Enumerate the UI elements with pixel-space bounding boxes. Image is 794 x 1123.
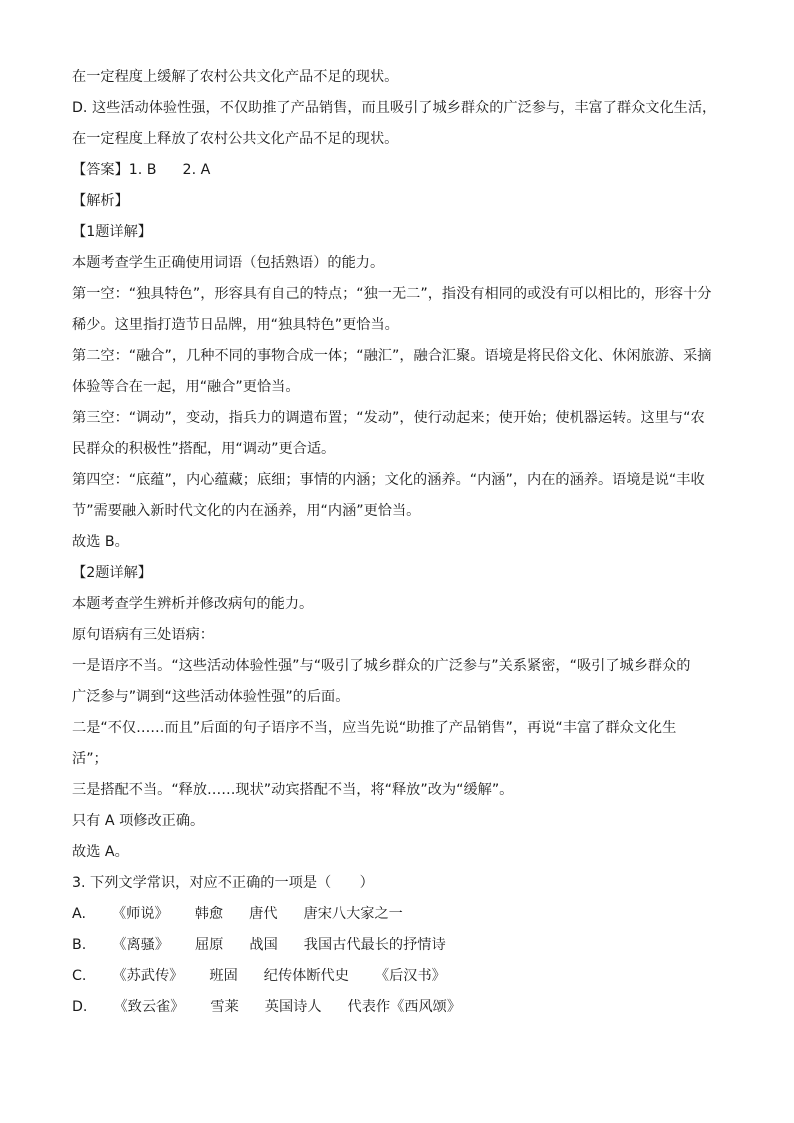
question-3-option-d	[72, 992, 732, 1023]
q1-detail-line: 第三空：“调动”，变动，指兵力的调遣布置；“发动”，使行动起来；使开始；使机器运转。这里与“农	[72, 410, 705, 426]
q2-detail-line: 本题考查学生辨析并修改病句的能力。	[72, 596, 314, 612]
option-d-line: D. 这些活动体验性强，不仅助推了产品销售，而且吸引了城乡群众的广泛参与，丰富了群众文化生活，	[72, 100, 717, 116]
q1-detail-line: 第一空：“独具特色”，形容具有自己的特点；“独一无二”，指没有相同的或没有可以相比的，形容十分	[72, 286, 712, 302]
answer-line	[72, 155, 732, 186]
option-author: 班固	[209, 968, 238, 984]
q1-detail-line: 第四空：“底蕴”，内心蕴藏；底细；事情的内涵；文化的涵养。“内涵”，内在的涵养。语境是说“丰收	[72, 472, 705, 488]
question-3-option-b	[72, 930, 732, 961]
q1-detail-line: 节”需要融入新时代文化的内在涵养，用“内涵”更恰当。	[72, 503, 421, 519]
q2-detail-heading: 【2题详解】	[72, 565, 152, 581]
answer-q1: 1. B	[128, 162, 157, 178]
q2-detail-line: 三是搭配不当。“释放……现状”动宾搭配不当，将“释放”改为“缓解”。	[72, 782, 514, 798]
q2-detail-line: 二是“不仅……而且”后面的句子语序不当，应当先说“助推了产品销售”，再说“丰富了群众文化生	[72, 720, 677, 736]
q1-detail-line: 民群众的积极性”搭配，用“调动”更合适。	[72, 441, 336, 457]
q1-detail-heading: 【1题详解】	[72, 224, 152, 240]
option-note: 我国古代最长的抒情诗	[303, 937, 446, 953]
text-line: 在一定程度上缓解了农村公共文化产品不足的现状。	[72, 69, 399, 85]
option-letter: B.	[72, 937, 87, 953]
option-letter: C.	[72, 968, 87, 984]
option-era: 英国诗人	[264, 999, 322, 1015]
option-author: 屈原	[195, 937, 224, 953]
q2-detail-line: 只有 A 项修改正确。	[72, 813, 205, 829]
answer-q2: 2. A	[182, 162, 211, 178]
option-note: 《后汉书》	[374, 968, 446, 984]
analysis-label: 【解析】	[72, 193, 129, 209]
q2-detail-line: 活”；	[72, 751, 108, 767]
text-line: 在一定程度上释放了农村公共文化产品不足的现状。	[72, 131, 399, 147]
option-letter: D.	[72, 999, 88, 1015]
option-era: 战国	[249, 937, 278, 953]
question-3-option-a	[72, 899, 732, 930]
q1-detail-line: 本题考查学生正确使用词语（包括熟语）的能力。	[72, 255, 385, 271]
q1-detail-line: 第二空：“融合”，几种不同的事物合成一体；“融汇”，融合汇聚。语境是将民俗文化、休闲旅游、采摘	[72, 348, 712, 364]
question-3-option-c	[72, 961, 732, 992]
option-era: 纪传体断代史	[263, 968, 349, 984]
option-work: 《苏武传》	[112, 968, 184, 984]
q2-detail-line: 原句语病有三处语病：	[72, 627, 214, 643]
q1-detail-line: 稀少。这里指打造节日品牌，用“独具特色”更恰当。	[72, 317, 399, 333]
q2-detail-line: 广泛参与”调到“这些活动体验性强”的后面。	[72, 689, 350, 705]
option-author: 雪莱	[210, 999, 239, 1015]
option-era: 唐代	[249, 906, 278, 922]
option-work: 《师说》	[111, 906, 169, 922]
q1-conclusion: 故选 B。	[72, 534, 129, 550]
answer-label: 【答案】	[72, 162, 129, 178]
q1-detail-line: 体验等合在一起，用“融合”更恰当。	[72, 379, 300, 395]
option-work: 《离骚》	[112, 937, 170, 953]
document-page	[72, 62, 732, 1023]
option-note: 代表作《西风颂》	[347, 999, 462, 1015]
option-author: 韩愈	[194, 906, 224, 922]
option-note: 唐宋八大家之一	[303, 906, 403, 922]
option-letter: A.	[72, 906, 86, 922]
q2-conclusion: 故选 A。	[72, 844, 129, 860]
q2-detail-line: 一是语序不当。“这些活动体验性强”与“吸引了城乡群众的广泛参与”关系紧密，“吸引了城乡群众的	[72, 658, 691, 674]
option-work: 《致云雀》	[113, 999, 185, 1015]
question-3-stem: 3. 下列文学常识，对应不正确的一项是（ ）	[72, 875, 374, 891]
